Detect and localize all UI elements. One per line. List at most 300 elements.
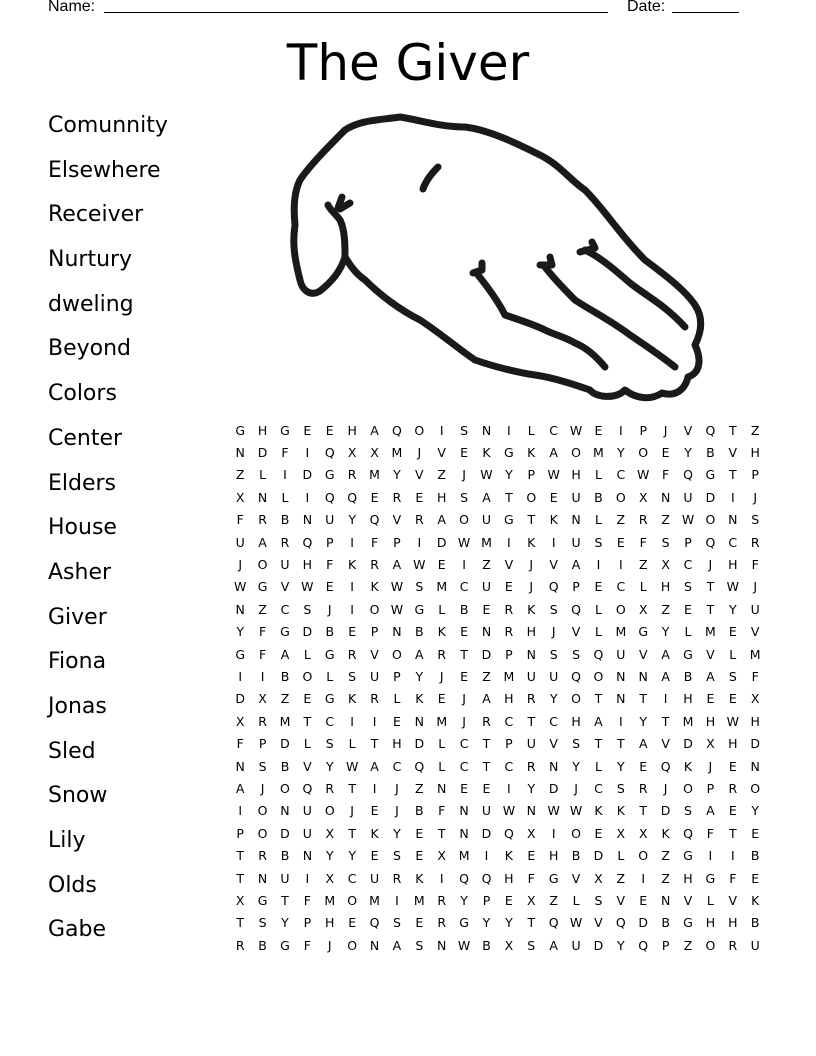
grid-cell[interactable]: G: [280, 624, 290, 640]
grid-cell[interactable]: U: [302, 825, 312, 841]
grid-cell[interactable]: T: [460, 646, 468, 662]
grid-cell[interactable]: R: [258, 512, 267, 528]
grid-cell[interactable]: T: [482, 736, 491, 752]
grid-cell[interactable]: F: [303, 892, 311, 908]
grid-cell[interactable]: P: [482, 892, 491, 908]
grid-cell[interactable]: X: [437, 848, 446, 864]
grid-cell[interactable]: S: [415, 579, 424, 595]
grid-cell[interactable]: N: [526, 803, 536, 819]
grid-cell[interactable]: R: [750, 534, 760, 550]
grid-cell[interactable]: E: [460, 624, 469, 640]
grid-cell[interactable]: L: [594, 624, 602, 640]
grid-cell[interactable]: P: [370, 624, 379, 640]
grid-cell[interactable]: W: [547, 467, 560, 483]
grid-cell[interactable]: M: [481, 534, 492, 550]
grid-cell[interactable]: N: [392, 624, 402, 640]
grid-cell[interactable]: I: [507, 780, 511, 796]
grid-cell[interactable]: Y: [236, 624, 245, 640]
grid-cell[interactable]: O: [615, 489, 626, 505]
grid-cell[interactable]: Y: [572, 758, 580, 774]
grid-cell[interactable]: X: [504, 937, 514, 953]
grid-cell[interactable]: S: [258, 758, 267, 774]
grid-cell[interactable]: I: [283, 467, 287, 483]
grid-cell[interactable]: M: [436, 579, 448, 595]
grid-cell[interactable]: I: [551, 534, 556, 550]
grid-cell[interactable]: S: [572, 736, 581, 752]
grid-cell[interactable]: Y: [348, 512, 356, 528]
grid-cell[interactable]: E: [527, 848, 536, 864]
grid-cell[interactable]: P: [751, 467, 759, 483]
grid-cell[interactable]: E: [728, 624, 737, 640]
grid-cell[interactable]: D: [660, 803, 671, 819]
grid-cell[interactable]: N: [638, 668, 648, 684]
grid-cell[interactable]: T: [728, 467, 737, 483]
grid-cell[interactable]: K: [683, 758, 693, 774]
grid-cell[interactable]: K: [751, 892, 760, 908]
grid-cell[interactable]: O: [369, 601, 380, 617]
grid-cell[interactable]: K: [504, 848, 513, 864]
grid-cell[interactable]: E: [348, 915, 357, 931]
grid-cell[interactable]: E: [303, 691, 312, 707]
grid-cell[interactable]: T: [370, 736, 379, 752]
grid-cell[interactable]: L: [326, 668, 334, 684]
grid-cell[interactable]: I: [305, 489, 310, 505]
grid-cell[interactable]: D: [280, 825, 290, 841]
grid-cell[interactable]: D: [257, 445, 268, 461]
grid-cell[interactable]: D: [302, 624, 313, 640]
grid-cell[interactable]: I: [462, 557, 466, 573]
grid-cell[interactable]: Q: [414, 758, 425, 774]
grid-cell[interactable]: L: [438, 601, 446, 617]
grid-cell[interactable]: I: [507, 534, 511, 550]
grid-cell[interactable]: Q: [571, 601, 581, 617]
grid-cell[interactable]: H: [705, 713, 716, 729]
grid-cell[interactable]: M: [436, 713, 448, 729]
grid-cell[interactable]: M: [324, 892, 336, 908]
grid-cell[interactable]: Y: [527, 780, 536, 796]
grid-cell[interactable]: Q: [324, 489, 335, 505]
grid-cell[interactable]: R: [370, 557, 379, 573]
grid-cell[interactable]: Y: [505, 915, 513, 931]
grid-cell[interactable]: T: [505, 489, 513, 505]
grid-cell[interactable]: A: [571, 557, 581, 573]
grid-cell[interactable]: O: [615, 601, 626, 617]
grid-cell[interactable]: Y: [482, 915, 491, 931]
grid-cell[interactable]: D: [302, 467, 313, 483]
grid-cell[interactable]: X: [325, 870, 335, 886]
grid-cell[interactable]: J: [551, 624, 556, 640]
grid-cell[interactable]: K: [661, 825, 670, 841]
grid-cell[interactable]: U: [526, 668, 536, 684]
grid-cell[interactable]: H: [683, 691, 693, 707]
grid-cell[interactable]: A: [370, 422, 379, 438]
grid-cell[interactable]: X: [616, 825, 626, 841]
grid-cell[interactable]: L: [303, 736, 311, 752]
grid-cell[interactable]: W: [569, 422, 583, 438]
grid-cell[interactable]: K: [370, 825, 379, 841]
grid-cell[interactable]: X: [661, 557, 670, 573]
grid-cell[interactable]: J: [327, 601, 332, 617]
grid-cell[interactable]: T: [527, 512, 536, 528]
grid-cell[interactable]: E: [639, 892, 648, 908]
grid-cell[interactable]: L: [281, 489, 289, 505]
grid-cell[interactable]: J: [529, 579, 534, 595]
grid-cell[interactable]: G: [705, 467, 716, 483]
grid-cell[interactable]: T: [281, 892, 289, 908]
grid-cell[interactable]: E: [437, 691, 446, 707]
grid-cell[interactable]: I: [350, 579, 354, 595]
grid-cell[interactable]: W: [726, 713, 739, 729]
grid-cell[interactable]: U: [369, 668, 380, 684]
grid-cell[interactable]: A: [482, 691, 491, 707]
grid-cell[interactable]: C: [616, 579, 626, 595]
grid-cell[interactable]: E: [684, 601, 692, 617]
grid-cell[interactable]: R: [482, 713, 491, 729]
grid-cell[interactable]: Y: [617, 937, 625, 953]
grid-cell[interactable]: Y: [728, 601, 737, 617]
grid-cell[interactable]: O: [683, 780, 693, 796]
grid-cell[interactable]: G: [705, 870, 716, 886]
grid-cell[interactable]: L: [303, 646, 311, 662]
grid-cell[interactable]: R: [728, 937, 738, 953]
grid-cell[interactable]: E: [303, 422, 312, 438]
grid-cell[interactable]: H: [750, 445, 760, 461]
grid-cell[interactable]: G: [280, 422, 290, 438]
grid-cell[interactable]: H: [728, 557, 738, 573]
grid-cell[interactable]: L: [639, 579, 647, 595]
grid-cell[interactable]: S: [549, 646, 558, 662]
grid-cell[interactable]: S: [392, 848, 401, 864]
grid-cell[interactable]: J: [350, 803, 354, 819]
grid-cell[interactable]: N: [459, 803, 469, 819]
grid-cell[interactable]: O: [705, 512, 716, 528]
grid-cell[interactable]: Q: [683, 825, 693, 841]
grid-cell[interactable]: C: [459, 736, 469, 752]
grid-cell[interactable]: Y: [684, 445, 692, 461]
grid-cell[interactable]: D: [481, 825, 492, 841]
grid-cell[interactable]: S: [460, 489, 469, 505]
grid-cell[interactable]: R: [414, 512, 424, 528]
grid-cell[interactable]: Y: [549, 691, 558, 707]
grid-cell[interactable]: Z: [638, 557, 648, 573]
grid-cell[interactable]: H: [526, 624, 536, 640]
grid-cell[interactable]: B: [415, 803, 424, 819]
grid-cell[interactable]: Y: [661, 624, 670, 640]
grid-cell[interactable]: X: [258, 691, 267, 707]
grid-cell[interactable]: W: [413, 557, 426, 573]
grid-cell[interactable]: Q: [459, 870, 470, 886]
grid-cell[interactable]: I: [730, 489, 735, 505]
grid-cell[interactable]: Q: [369, 915, 380, 931]
grid-cell[interactable]: U: [571, 489, 581, 505]
grid-cell[interactable]: X: [750, 691, 760, 707]
grid-cell[interactable]: V: [661, 736, 670, 752]
grid-cell[interactable]: I: [507, 422, 511, 438]
grid-cell[interactable]: J: [417, 445, 422, 461]
grid-cell[interactable]: O: [705, 937, 716, 953]
grid-cell[interactable]: A: [661, 668, 670, 684]
grid-cell[interactable]: C: [616, 467, 626, 483]
grid-cell[interactable]: N: [728, 512, 738, 528]
grid-cell[interactable]: E: [504, 892, 513, 908]
grid-cell[interactable]: C: [683, 557, 693, 573]
grid-cell[interactable]: W: [681, 512, 695, 528]
grid-cell[interactable]: A: [706, 668, 715, 684]
grid-cell[interactable]: N: [616, 691, 626, 707]
grid-cell[interactable]: V: [370, 646, 379, 662]
grid-cell[interactable]: H: [728, 736, 738, 752]
grid-cell[interactable]: M: [369, 467, 380, 483]
grid-cell[interactable]: Z: [661, 512, 670, 528]
grid-cell[interactable]: D: [593, 848, 604, 864]
grid-cell[interactable]: J: [708, 758, 713, 774]
grid-cell[interactable]: B: [594, 489, 603, 505]
grid-cell[interactable]: T: [639, 803, 648, 819]
grid-cell[interactable]: H: [571, 467, 581, 483]
grid-cell[interactable]: V: [415, 467, 424, 483]
grid-cell[interactable]: P: [639, 422, 647, 438]
grid-cell[interactable]: K: [437, 624, 446, 640]
grid-cell[interactable]: T: [236, 848, 245, 864]
grid-cell[interactable]: I: [417, 534, 422, 550]
grid-cell[interactable]: J: [663, 422, 668, 438]
grid-cell[interactable]: U: [571, 534, 581, 550]
grid-cell[interactable]: T: [661, 713, 670, 729]
grid-cell[interactable]: C: [347, 870, 357, 886]
grid-cell[interactable]: E: [460, 445, 469, 461]
grid-cell[interactable]: F: [706, 825, 714, 841]
grid-cell[interactable]: H: [571, 713, 581, 729]
grid-cell[interactable]: V: [750, 624, 760, 640]
grid-cell[interactable]: S: [392, 915, 401, 931]
grid-cell[interactable]: K: [415, 870, 424, 886]
grid-cell[interactable]: S: [616, 780, 625, 796]
grid-cell[interactable]: Z: [750, 422, 760, 438]
grid-cell[interactable]: L: [594, 467, 602, 483]
grid-cell[interactable]: Z: [549, 892, 558, 908]
grid-cell[interactable]: K: [549, 512, 558, 528]
grid-cell[interactable]: Y: [325, 848, 334, 864]
grid-cell[interactable]: W: [457, 534, 471, 550]
grid-cell[interactable]: L: [594, 758, 602, 774]
grid-cell[interactable]: U: [369, 870, 380, 886]
grid-cell[interactable]: K: [527, 601, 536, 617]
grid-cell[interactable]: H: [302, 557, 313, 573]
grid-cell[interactable]: Y: [639, 713, 648, 729]
grid-cell[interactable]: X: [638, 825, 648, 841]
grid-cell[interactable]: D: [280, 736, 290, 752]
grid-cell[interactable]: V: [549, 736, 558, 752]
grid-cell[interactable]: R: [437, 915, 447, 931]
grid-cell[interactable]: V: [683, 892, 693, 908]
grid-cell[interactable]: E: [415, 848, 424, 864]
grid-cell[interactable]: S: [684, 579, 692, 595]
grid-cell[interactable]: D: [750, 736, 760, 752]
grid-cell[interactable]: A: [392, 937, 402, 953]
grid-cell[interactable]: X: [594, 870, 603, 886]
grid-cell[interactable]: G: [504, 445, 514, 461]
grid-cell[interactable]: V: [571, 624, 581, 640]
grid-cell[interactable]: S: [572, 646, 581, 662]
grid-cell[interactable]: S: [549, 601, 558, 617]
grid-cell[interactable]: F: [326, 557, 334, 573]
grid-cell[interactable]: N: [369, 937, 380, 953]
grid-cell[interactable]: A: [482, 489, 491, 505]
grid-cell[interactable]: R: [325, 780, 335, 796]
grid-cell[interactable]: E: [728, 803, 737, 819]
grid-cell[interactable]: R: [437, 892, 447, 908]
grid-cell[interactable]: Z: [437, 467, 446, 483]
grid-cell[interactable]: C: [504, 758, 514, 774]
grid-cell[interactable]: T: [527, 915, 536, 931]
grid-cell[interactable]: P: [258, 736, 267, 752]
grid-cell[interactable]: Y: [460, 892, 468, 908]
grid-cell[interactable]: J: [238, 557, 243, 573]
grid-cell[interactable]: S: [348, 668, 357, 684]
grid-cell[interactable]: T: [728, 422, 737, 438]
grid-cell[interactable]: A: [415, 646, 424, 662]
grid-cell[interactable]: O: [593, 668, 604, 684]
grid-cell[interactable]: B: [280, 758, 290, 774]
date-field[interactable]: [672, 12, 739, 13]
grid-cell[interactable]: K: [616, 803, 625, 819]
grid-cell[interactable]: N: [459, 825, 469, 841]
grid-cell[interactable]: D: [481, 646, 492, 662]
grid-cell[interactable]: A: [549, 445, 558, 461]
grid-cell[interactable]: V: [638, 646, 648, 662]
grid-cell[interactable]: E: [325, 579, 334, 595]
grid-cell[interactable]: T: [706, 579, 715, 595]
grid-cell[interactable]: A: [594, 713, 603, 729]
grid-cell[interactable]: P: [325, 534, 334, 550]
grid-cell[interactable]: H: [504, 870, 514, 886]
grid-cell[interactable]: C: [459, 758, 469, 774]
grid-cell[interactable]: R: [526, 758, 536, 774]
grid-cell[interactable]: Q: [548, 915, 559, 931]
grid-cell[interactable]: C: [280, 601, 290, 617]
grid-cell[interactable]: E: [482, 780, 491, 796]
grid-cell[interactable]: J: [753, 579, 758, 595]
grid-cell[interactable]: K: [482, 445, 491, 461]
grid-cell[interactable]: W: [502, 803, 516, 819]
grid-cell[interactable]: G: [257, 892, 268, 908]
grid-cell[interactable]: F: [303, 937, 311, 953]
grid-cell[interactable]: L: [594, 601, 602, 617]
grid-cell[interactable]: W: [480, 467, 493, 483]
grid-cell[interactable]: Y: [325, 758, 334, 774]
grid-cell[interactable]: U: [280, 557, 290, 573]
grid-cell[interactable]: W: [637, 467, 650, 483]
grid-cell[interactable]: Z: [661, 848, 670, 864]
grid-cell[interactable]: I: [238, 803, 243, 819]
grid-cell[interactable]: I: [618, 713, 623, 729]
grid-cell[interactable]: K: [370, 579, 379, 595]
grid-cell[interactable]: Z: [661, 870, 670, 886]
grid-cell[interactable]: L: [438, 758, 446, 774]
grid-cell[interactable]: M: [369, 892, 380, 908]
grid-cell[interactable]: I: [618, 557, 623, 573]
grid-cell[interactable]: Y: [348, 848, 356, 864]
grid-cell[interactable]: I: [439, 870, 444, 886]
grid-cell[interactable]: S: [661, 534, 670, 550]
grid-cell[interactable]: D: [414, 736, 425, 752]
grid-cell[interactable]: Y: [751, 803, 759, 819]
grid-cell[interactable]: N: [302, 848, 313, 864]
grid-cell[interactable]: O: [392, 646, 402, 662]
grid-cell[interactable]: E: [751, 870, 760, 886]
grid-cell[interactable]: V: [706, 646, 715, 662]
grid-cell[interactable]: Q: [571, 668, 581, 684]
grid-cell[interactable]: R: [280, 534, 290, 550]
grid-cell[interactable]: H: [705, 915, 716, 931]
grid-cell[interactable]: U: [280, 870, 290, 886]
grid-cell[interactable]: Q: [347, 489, 358, 505]
grid-cell[interactable]: Z: [661, 601, 670, 617]
grid-cell[interactable]: Y: [505, 467, 513, 483]
grid-cell[interactable]: Y: [415, 668, 424, 684]
grid-cell[interactable]: H: [548, 848, 559, 864]
grid-cell[interactable]: N: [437, 937, 447, 953]
grid-cell[interactable]: W: [726, 579, 739, 595]
grid-cell[interactable]: W: [390, 601, 404, 617]
grid-cell[interactable]: S: [325, 736, 334, 752]
grid-cell[interactable]: G: [638, 624, 649, 640]
grid-cell[interactable]: M: [682, 713, 694, 729]
grid-cell[interactable]: F: [236, 512, 244, 528]
grid-cell[interactable]: Z: [616, 870, 626, 886]
grid-cell[interactable]: B: [280, 848, 290, 864]
grid-cell[interactable]: P: [572, 579, 580, 595]
grid-cell[interactable]: A: [280, 646, 290, 662]
grid-cell[interactable]: J: [327, 937, 332, 953]
grid-cell[interactable]: T: [348, 825, 356, 841]
grid-cell[interactable]: O: [257, 803, 268, 819]
grid-cell[interactable]: Q: [369, 512, 380, 528]
grid-cell[interactable]: I: [305, 870, 310, 886]
grid-cell[interactable]: I: [372, 713, 377, 729]
grid-cell[interactable]: A: [638, 736, 648, 752]
grid-cell[interactable]: P: [706, 780, 715, 796]
grid-cell[interactable]: R: [638, 512, 648, 528]
grid-cell[interactable]: U: [750, 937, 760, 953]
grid-cell[interactable]: L: [348, 736, 356, 752]
grid-cell[interactable]: F: [527, 870, 535, 886]
grid-cell[interactable]: G: [459, 915, 469, 931]
grid-cell[interactable]: X: [370, 445, 379, 461]
grid-cell[interactable]: N: [481, 624, 492, 640]
grid-cell[interactable]: A: [370, 758, 379, 774]
grid-cell[interactable]: E: [639, 758, 648, 774]
grid-cell[interactable]: A: [706, 803, 715, 819]
grid-cell[interactable]: I: [618, 422, 623, 438]
grid-cell[interactable]: B: [750, 848, 760, 864]
grid-cell[interactable]: L: [527, 422, 535, 438]
grid-cell[interactable]: B: [482, 937, 491, 953]
grid-cell[interactable]: J: [260, 780, 265, 796]
grid-cell[interactable]: B: [571, 848, 581, 864]
grid-cell[interactable]: E: [348, 624, 357, 640]
grid-cell[interactable]: T: [594, 736, 603, 752]
grid-cell[interactable]: S: [415, 937, 424, 953]
grid-cell[interactable]: S: [751, 512, 760, 528]
grid-cell[interactable]: F: [258, 624, 267, 640]
grid-cell[interactable]: D: [235, 691, 246, 707]
grid-cell[interactable]: E: [370, 489, 379, 505]
grid-cell[interactable]: A: [392, 557, 402, 573]
grid-cell[interactable]: O: [347, 937, 358, 953]
grid-cell[interactable]: E: [370, 848, 379, 864]
grid-cell[interactable]: W: [345, 758, 359, 774]
